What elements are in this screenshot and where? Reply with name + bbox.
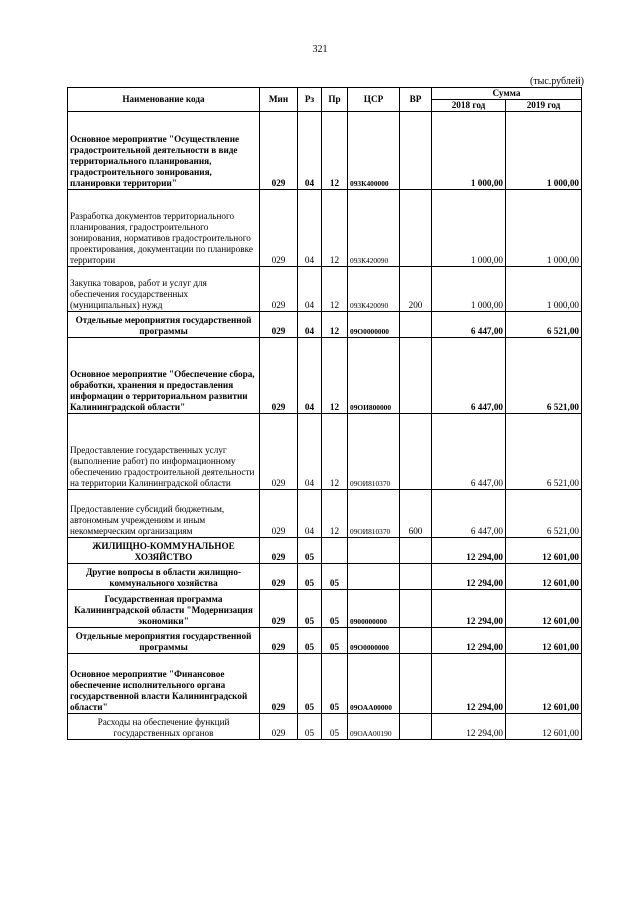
row-2018: 1 000,00 — [432, 112, 506, 190]
row-min: 029 — [260, 267, 298, 312]
row-name: ЖИЛИЩНО-КОММУНАЛЬНОЕ ХОЗЯЙСТВО — [68, 538, 260, 564]
row-name: Отдельные мероприятия государственной программы — [68, 312, 260, 338]
table-row — [68, 538, 582, 564]
row-min: 029 — [260, 190, 298, 267]
row-name: Государственная программа Калининградской области "Модернизация экономики" — [68, 590, 260, 628]
row-2019: 12 601,00 — [506, 714, 582, 740]
row-2018: 6 447,00 — [432, 414, 506, 490]
row-rz: 04 — [298, 414, 322, 490]
row-rz: 04 — [298, 190, 322, 267]
row-rz: 05 — [298, 714, 322, 740]
row-pr: 05 — [322, 714, 348, 740]
row-vr: 600 — [400, 490, 432, 538]
row-pr: 05 — [322, 654, 348, 714]
row-2018: 12 294,00 — [432, 538, 506, 564]
row-rz: 05 — [298, 628, 322, 654]
table-row — [68, 654, 582, 714]
row-pr: 12 — [322, 414, 348, 490]
row-csr: 09О0000000 — [348, 312, 400, 338]
row-2019: 12 601,00 — [506, 564, 582, 590]
row-vr — [400, 654, 432, 714]
header-csr: ЦСР — [348, 88, 400, 112]
row-min: 029 — [260, 112, 298, 190]
row-name: Предоставление государственных услуг (выполнение работ) по информационному обеспечению градостроительной деятельности на территории Калининградской области — [68, 414, 260, 490]
row-vr — [400, 190, 432, 267]
row-csr: 093К420090 — [348, 267, 400, 312]
table-header — [68, 88, 582, 112]
row-2019: 6 521,00 — [506, 490, 582, 538]
row-2018: 6 447,00 — [432, 490, 506, 538]
row-2019: 12 601,00 — [506, 590, 582, 628]
table-row — [68, 112, 582, 190]
table-row — [68, 564, 582, 590]
table-row — [68, 590, 582, 628]
row-name: Закупка товаров, работ и услуг для обеспечения государственных (муниципальных) нужд — [68, 267, 260, 312]
row-pr: 05 — [322, 564, 348, 590]
row-pr: 12 — [322, 267, 348, 312]
row-2018: 6 447,00 — [432, 338, 506, 414]
row-2019: 12 601,00 — [506, 654, 582, 714]
row-2019: 1 000,00 — [506, 267, 582, 312]
row-2018: 6 447,00 — [432, 312, 506, 338]
row-min: 029 — [260, 628, 298, 654]
row-2019: 12 601,00 — [506, 538, 582, 564]
table-row — [68, 490, 582, 538]
units-label: (тыс.рублей) — [529, 76, 584, 87]
header-pr: Пр — [322, 88, 348, 112]
row-csr: 09ОИ810370 — [348, 414, 400, 490]
row-rz: 04 — [298, 267, 322, 312]
row-csr — [348, 564, 400, 590]
row-vr — [400, 590, 432, 628]
row-name: Разработка документов территориального планирования, градостроительного зонирования, нормативов градостроительного проектирования, документации по планировке территории — [68, 190, 260, 267]
row-name: Другие вопросы в области жилищно-коммунального хозяйства — [68, 564, 260, 590]
row-vr — [400, 312, 432, 338]
header-min: Мин — [260, 88, 298, 112]
table-row — [68, 714, 582, 740]
row-rz: 04 — [298, 338, 322, 414]
page-number: 321 — [312, 44, 328, 55]
row-rz: 05 — [298, 654, 322, 714]
row-vr — [400, 564, 432, 590]
row-rz: 04 — [298, 312, 322, 338]
table-row — [68, 312, 582, 338]
row-min: 029 — [260, 312, 298, 338]
row-2018: 12 294,00 — [432, 564, 506, 590]
table-row — [68, 267, 582, 312]
row-2018: 12 294,00 — [432, 628, 506, 654]
row-csr: 093К400000 — [348, 112, 400, 190]
row-min: 029 — [260, 414, 298, 490]
row-vr — [400, 338, 432, 414]
row-name: Основное мероприятие "Обеспечение сбора, обработки, хранения и предоставления информации о территориальном развитии Калининградской области" — [68, 338, 260, 414]
table-row — [68, 338, 582, 414]
header-rz: Рз — [298, 88, 322, 112]
row-min: 029 — [260, 590, 298, 628]
row-rz: 05 — [298, 590, 322, 628]
row-name: Основное мероприятие "Осуществление градостроительной деятельности в виде территориального планирования, градостроительного зонирования, планировки территории" — [68, 112, 260, 190]
row-2019: 6 521,00 — [506, 414, 582, 490]
row-min: 029 — [260, 538, 298, 564]
row-pr: 05 — [322, 628, 348, 654]
row-vr — [400, 414, 432, 490]
row-csr: 09ОАА00190 — [348, 714, 400, 740]
row-vr — [400, 538, 432, 564]
row-rz: 05 — [298, 564, 322, 590]
row-rz: 05 — [298, 538, 322, 564]
row-vr — [400, 628, 432, 654]
row-vr — [400, 714, 432, 740]
row-min: 029 — [260, 338, 298, 414]
row-2019: 6 521,00 — [506, 338, 582, 414]
row-vr: 200 — [400, 267, 432, 312]
row-name: Расходы на обеспечение функций государственных органов — [68, 714, 260, 740]
header-vr: ВР — [400, 88, 432, 112]
row-csr: 09ОАА00000 — [348, 654, 400, 714]
row-2018: 1 000,00 — [432, 190, 506, 267]
row-2019: 1 000,00 — [506, 190, 582, 267]
row-pr — [322, 538, 348, 564]
header-2018: 2018 год — [432, 100, 506, 112]
row-min: 029 — [260, 654, 298, 714]
row-min: 029 — [260, 564, 298, 590]
row-pr: 12 — [322, 338, 348, 414]
row-2019: 6 521,00 — [506, 312, 582, 338]
table-row — [68, 190, 582, 267]
budget-table — [67, 87, 582, 740]
row-min: 029 — [260, 490, 298, 538]
row-2019: 1 000,00 — [506, 112, 582, 190]
header-name: Наименование кода — [68, 88, 260, 112]
row-min: 029 — [260, 714, 298, 740]
row-vr — [400, 112, 432, 190]
row-csr: 093К420090 — [348, 190, 400, 267]
row-csr: 09ОИ810370 — [348, 490, 400, 538]
row-2018: 1 000,00 — [432, 267, 506, 312]
row-csr — [348, 538, 400, 564]
table-row — [68, 628, 582, 654]
row-csr: 09ОИ800000 — [348, 338, 400, 414]
row-2018: 12 294,00 — [432, 590, 506, 628]
row-name: Отдельные мероприятия государственной программы — [68, 628, 260, 654]
row-csr: 0900000000 — [348, 590, 400, 628]
row-csr: 09О0000000 — [348, 628, 400, 654]
header-sum: Сумма — [432, 88, 582, 100]
row-pr: 12 — [322, 312, 348, 338]
header-2019: 2019 год — [506, 100, 582, 112]
row-2018: 12 294,00 — [432, 714, 506, 740]
row-2018: 12 294,00 — [432, 654, 506, 714]
row-name: Основное мероприятие "Финансовое обеспечение исполнительного органа государственной власти Калининградской области" — [68, 654, 260, 714]
row-pr: 12 — [322, 490, 348, 538]
row-pr: 05 — [322, 590, 348, 628]
row-rz: 04 — [298, 112, 322, 190]
row-name: Предоставление субсидий бюджетным, автономным учреждениям и иным некоммерческим организациям — [68, 490, 260, 538]
table-row — [68, 414, 582, 490]
row-pr: 12 — [322, 112, 348, 190]
row-pr: 12 — [322, 190, 348, 267]
row-2019: 12 601,00 — [506, 628, 582, 654]
row-rz: 04 — [298, 490, 322, 538]
